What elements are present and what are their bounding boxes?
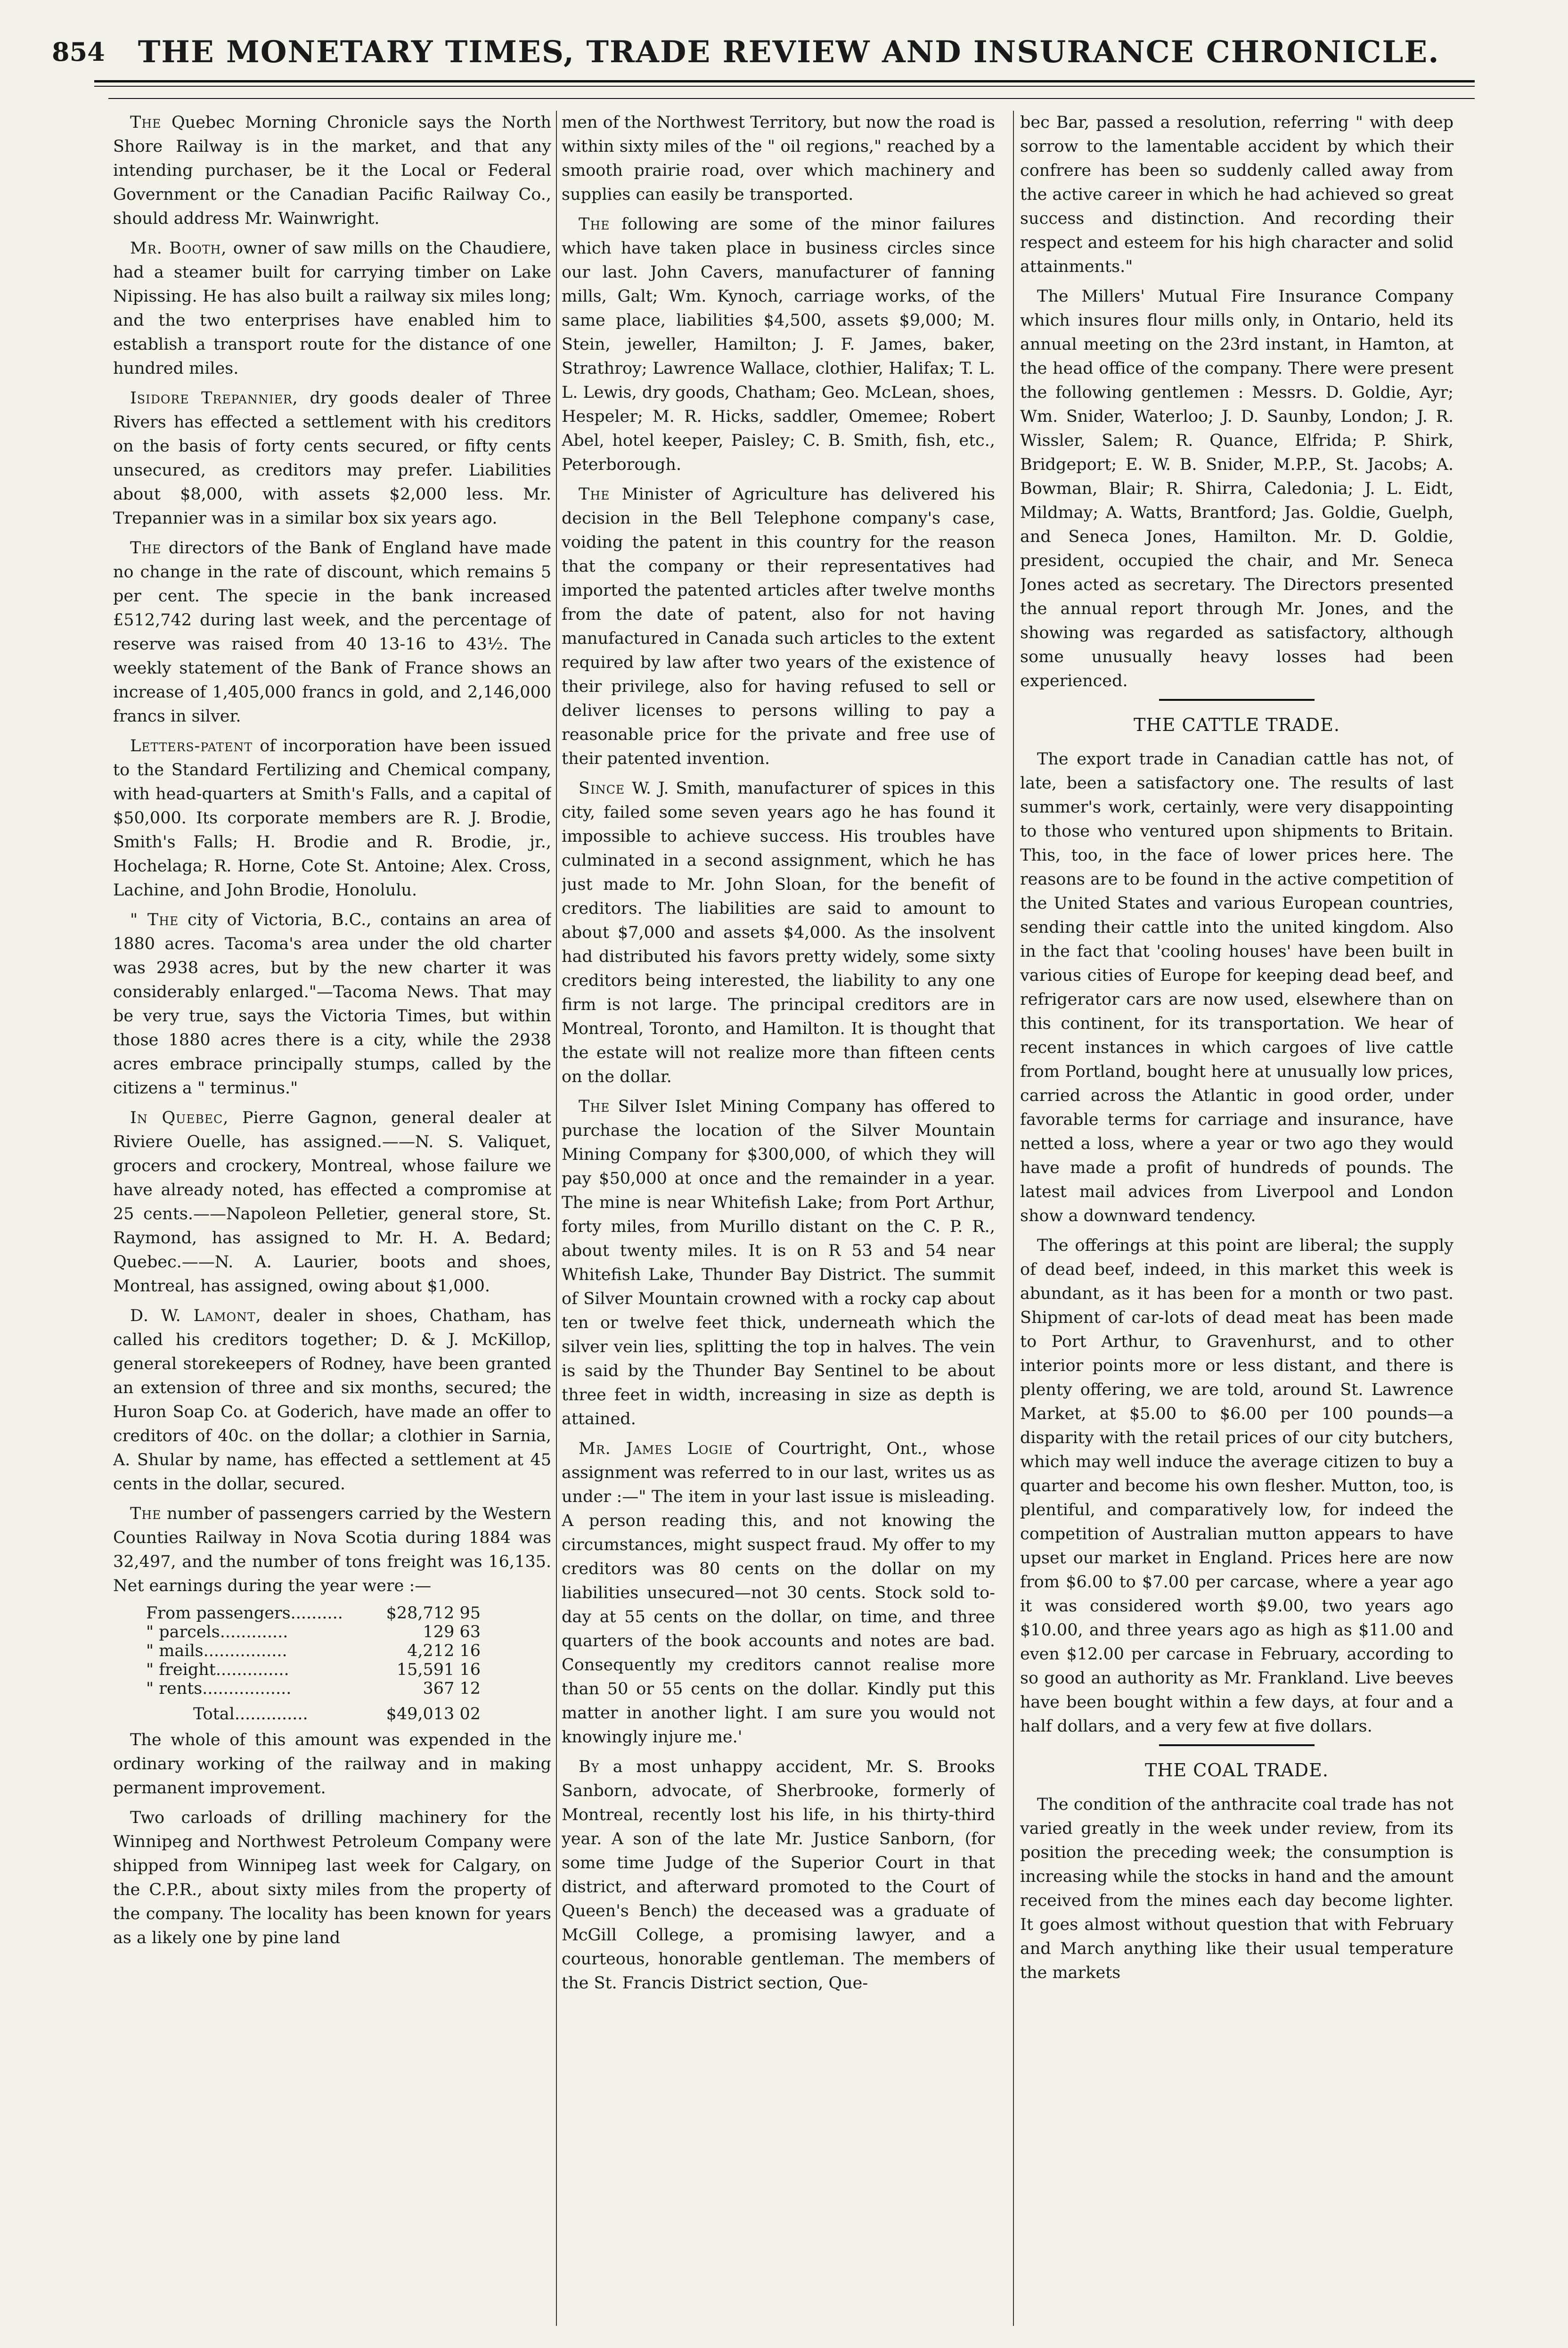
header-rule [94, 80, 1475, 82]
earnings-total-value: $49,013 02 [386, 1705, 481, 1724]
paragraph-text: of incorporation have been issued to the Standard Fertilizing and Chemical company, with head-quarters at Smith's Falls, and a capital of $50,000. Its corporate members are R. J. Brodie, Smith's Falls; H. Brodie and R. Brodie, jr., Hochelaga; R. Horne, Cote St. Antoine; Alex. Cross, Lachine, and John Brodie, Honolulu. [113, 737, 551, 900]
paragraph-text: dry goods dealer of Three Rivers has effected a settlement with his creditors on the basis of forty cents secured, or fifty cents unsecured, as creditors may prefer. Liabilities about $8,000, with assets $2,000 less. Mr. Trepannier was in a similar box six years ago. [113, 389, 551, 528]
paragraph-lead: The [579, 215, 610, 234]
article-paragraph [113, 1106, 551, 1298]
article-paragraph [113, 386, 551, 531]
earnings-label: " mails................ [146, 1642, 287, 1660]
paragraph-lead: Isidore Trepannier, [130, 389, 298, 408]
column-rule [556, 111, 557, 2326]
paragraph-text: The whole of this amount was expended in the ordinary working of the railway and in making permanent improvement. [113, 1731, 551, 1798]
column-2 [562, 111, 995, 2326]
article-paragraph [562, 1755, 995, 1995]
article-paragraph [113, 1304, 551, 1496]
paragraph-text: of Courtright, Ont., whose assignment was referred to in our last, writes us as under :—" The item in your last issue is misleading. A person reading this, and not knowing the circumstances, might suspect fraud. My offer to my creditors was 80 cents on the dollar on my liabilities unsecured—not 30 cents. Stock sold to-day at 55 cents on the dollar, on time, and three quarters of the book accounts and notes are bad. Consequently my creditors cannot realise more than 50 or 55 cents on the dollar. Kindly put this matter in another light. I am sure you would not knowingly injure me.' [562, 1439, 995, 1747]
article-paragraph [1020, 285, 1454, 693]
column-rule [1013, 111, 1014, 2326]
paragraph-text: owner of saw mills on the Chaudiere, had a steamer built for carrying timber on Lake Nipissing. He has also built a railway six miles long; and the two enterprises have enabled him to establish a transport route for the distance of one hundred miles. [113, 239, 551, 378]
paragraph-text: Minister of Agriculture has delivered his decision in the Bell Telephone company's case, voiding the patent in this country for the reason that the company or their representatives had imported the patented articles after twelve months from the date of patent, also for not having manufactured in Canada such articles to the extent required by law after two years of the existence of their privilege, also for having refused to sell or deliver licenses to persons willing to pay a reasonable price for the private and free use of their patented invention. [562, 485, 995, 768]
paragraph-text: W. J. Smith, manufacturer of spices in this city, failed some seven years ago he has found it impossible to achieve success. His troubles have culminated in a second assignment, which he has just made to Mr. John Sloan, for the benefit of creditors. The liabilities are said to amount to about $7,000 and assets $4,000. As the insolvent had distributed his favors pretty widely, some sixty creditors being interested, the liability to any one firm is not large. The principal creditors are in Montreal, Toronto, and Hamilton. It is thought that the estate will not realize more than fifteen cents on the dollar. [562, 779, 995, 1086]
paragraph-lead: In Quebec, [130, 1108, 229, 1127]
article-paragraph [562, 483, 995, 771]
paragraph-text: The offerings at this point are liberal; the supply of dead beef, indeed, in this market this week is abundant, as it has been for a month or two past. Shipment of car-lots of dead meat has been made to Port Arthur, to Gravenhurst, and to other interior points more or less distant, and there is plenty offering, we are told, around St. Lawrence Market, at $5.00 to $6.00 per 100 pounds—a disparity with the retail prices of our city butchers, which may well induce the average citizen to buy a quarter and become his own flesher. Mutton, too, is plentiful, and comparatively low, for indeed the competition of Australian mutton appears to have upset our market in England. Prices here are now from $6.00 to $7.00 per carcase, where a year ago it was considered worth $9.00, two years ago $10.00, and three years ago as high as $11.00 and even $12.00 per carcase in February, according to so good an authority as Mr. Frankland. Live beeves have been bought within a few days, at four and a half dollars, and a very few at five dollars. [1020, 1236, 1454, 1736]
paragraph-text: men of the Northwest Territory, but now the road is within sixty miles of the " oil regions," reached by a smooth prairie road, over which machinery and supplies can easily be transported. [562, 113, 995, 204]
masthead [52, 33, 1475, 71]
article-paragraph [113, 111, 551, 231]
paragraph-lead: Since [579, 779, 625, 798]
paragraph-text: dealer in shoes, Chatham, has called his creditors together; D. & J. McKillop, general storekeepers of Rodney, have been granted an extension of three and six months, secured; the Huron Soap Co. at Goderich, have made an offer to creditors of 40c. on the dollar; a clothier in Sarnia, A. Shular by name, has effected a settlement at 45 cents in the dollar, secured. [113, 1306, 551, 1494]
paragraph-lead: The [579, 485, 610, 504]
earnings-value: 15,591 16 [396, 1660, 481, 1679]
column-3 [1020, 111, 1454, 2326]
article-paragraph [113, 237, 551, 381]
paragraph-text: bec Bar, passed a resolution, referring " with deep sorrow to the lamentable accident by which their confrere has been so suddenly called away from the active career in which he had achieved so great success and distinction. And recording their respect and esteem for his high character and solid attainments." [1020, 113, 1454, 276]
paragraph-lead: The [579, 1097, 610, 1116]
earnings-row [113, 1660, 551, 1679]
paragraph-lead: The [130, 539, 162, 558]
earnings-row [113, 1642, 551, 1660]
article-paragraph [113, 1502, 551, 1598]
earnings-label: " parcels............. [146, 1623, 288, 1642]
article-paragraph [562, 1437, 995, 1749]
paragraph-text: directors of the Bank of England have made no change in the rate of discount, which remains 5 per cent. The specie in the bank increased £512,742 during last week, and the percentage of reserve was raised from 40 13-16 to 43½. The weekly statement of the Bank of France shows an increase of 1,405,000 francs in gold, and 2,146,000 francs in silver. [113, 539, 551, 726]
paragraph-text: number of passengers carried by the Western Counties Railway in Nova Scotia during 1884 was 32,497, and the number of tons freight was 16,135. Net earnings during the year were :— [113, 1504, 551, 1595]
paragraph-text: Silver Islet Mining Company has offered to purchase the location of the Silver Mountain Mining Company for $300,000, of which they will pay $50,000 at once and the remainder in a year. The mine is near Whitefish Lake; from Port Arthur, forty miles, from Murillo distant on the C. P. R., about twenty miles. It is on R 53 and 54 near Whitefish Lake, Thunder Bay District. The summit of Silver Mountain crowned with a rocky cap about ten or twelve feet thick, underneath which the silver vein lies, splitting the top in halves. The vein is said by the Thunder Bay Sentinel to be about three feet in width, increasing in size as depth is attained. [562, 1097, 995, 1429]
earnings-total-label: Total.............. [193, 1705, 308, 1724]
paragraph-lead: By [579, 1757, 600, 1776]
earnings-value: 129 63 [423, 1623, 481, 1642]
paragraph-text: Quebec Morning Chronicle says the North Shore Railway is in the market, and that any intending purchaser, be it the Local or Federal Government or the Canadian Pacific Railway Co., should address Mr. Wainwright. [113, 113, 551, 228]
article-paragraph [113, 908, 551, 1100]
earnings-row [113, 1623, 551, 1642]
earnings-value: 367 12 [423, 1679, 481, 1698]
paragraph-lead: Letters-patent [130, 737, 253, 755]
paragraph-lead: " The [130, 911, 179, 929]
paragraph-lead: Mr. Booth, [130, 239, 227, 258]
earnings-row [113, 1604, 551, 1623]
paragraph-text: The Millers' Mutual Fire Insurance Company which insures flour mills only, in Ontario, held its annual meeting on the 23rd instant, in Hamton, at the head office of the company. There were present the following gentlemen : Messrs. D. Goldie, Ayr; Wm. Snider, Waterloo; J. D. Saunby, London; J. R. Wissler, Salem; R. Quance, Elfrida; P. Shirk, Bridgeport; E. W. B. Snider, M.P.P., St. Jacobs; A. Bowman, Blair; R. Shirra, Caledonia; J. L. Eidt, Mildmay; A. Watts, Brantford; Jas. Goldie, Guelph, and Seneca Jones, Hamilton. Mr. D. Goldie, president, occupied the chair, and Mr. Seneca Jones acted as secretary. The Directors presented the annual report through Mr. Jones, and the showing was regarded as satisfactory, although some unusually heavy losses had been experienced. [1020, 287, 1454, 690]
article-paragraph [562, 1095, 995, 1431]
paragraph-text: The export trade in Canadian cattle has not, of late, been a satisfactory one. The results of last summer's work, certainly, were very disappointing to those who ventured upon shipments to Britain. This, too, in the face of lower prices here. The reasons are to be found in the active competition of the United States and various European countries, sending their cattle into the united kingdom. Also in the fact that 'cooling houses' have been built in various cities of Europe for keeping dead beef, and refrigerator cars are now used, elsewhere than on this continent, for its transportation. We hear of recent instances in which cargoes of live cattle from Portland, bought here at unusually low prices, carried across the Atlantic in good order, under favorable terms for carriage and insurance, have netted a loss, where a year or two ago they would have made a profit of hundreds of pounds. The latest mail advices from Liverpool and London show a downward tendency. [1020, 750, 1454, 1225]
article-paragraph [1020, 747, 1454, 1228]
header-rule [94, 86, 1475, 87]
article-paragraph [562, 111, 995, 207]
article-paragraph [1020, 111, 1454, 279]
paragraph-text: The condition of the anthracite coal trade has not varied greatly in the week under review, from its position the preceding week; the consumption is increasing while the stocks in hand and the amount received from the mines each day become lighter. It goes almost without question that with February and March anything like their usual temperature the markets [1020, 1795, 1454, 1982]
earnings-total-row [113, 1705, 551, 1724]
earnings-row [113, 1679, 551, 1698]
paragraph-lead: Mr. James Logie [579, 1439, 733, 1458]
article-paragraph [113, 1728, 551, 1800]
article-paragraph [113, 1806, 551, 1950]
journal-title: THE MONETARY TIMES, TRADE REVIEW AND INSURANCE CHRONICLE. [138, 34, 1440, 70]
earnings-label: " rents................. [146, 1679, 292, 1698]
article-paragraph [1020, 1793, 1454, 1985]
article-paragraph [562, 777, 995, 1089]
article-paragraph [1020, 1234, 1454, 1739]
cattle-trade-heading: THE CATTLE TRADE. [1134, 714, 1340, 735]
earnings-label: " freight.............. [146, 1660, 289, 1679]
coal-trade-heading: THE COAL TRADE. [1145, 1760, 1329, 1781]
paragraph-lead: The [130, 1504, 162, 1523]
earnings-table [113, 1604, 551, 1724]
paragraph-lead: The [130, 113, 162, 132]
section-divider [1159, 1744, 1315, 1746]
paragraph-text: following are some of the minor failures which have taken place in business circles since our last. John Cavers, manufacturer of fanning mills, Galt; Wm. Kynoch, carriage works, of the same place, liabilities $4,500, assets $9,000; M. Stein, jeweller, Hamilton; J. F. James, baker, Strathroy; Lawrence Wallace, clothier, Halifax; T. L. L. Lewis, dry goods, Chatham; Geo. McLean, shoes, Hespeler; M. R. Hicks, saddler, Omemee; Robert Abel, hotel keeper, Paisley; C. B. Smith, fish, etc., Peterborough. [562, 215, 995, 474]
paragraph-text: city of Victoria, B.C., contains an area of 1880 acres. Tacoma's area under the old charter was 2938 acres, but by the new charter it was considerably enlarged."—Tacoma News. That may be very true, says the Victoria Times, but within those 1880 acres there is a city, while the 2938 acres embrace principally stumps, called by the citizens a " terminus." [113, 911, 551, 1098]
header-rule [108, 98, 1475, 99]
article-paragraph [113, 536, 551, 729]
article-paragraph [562, 213, 995, 477]
paragraph-text: Two carloads of drilling machinery for the Winnipeg and Northwest Petroleum Company were shipped from Winnipeg last week for Calgary, on the C.P.R., about sixty miles from the property of the company. The locality has been known for years as a likely one by pine land [113, 1808, 551, 1947]
paragraph-lead: D. W. Lamont, [130, 1306, 261, 1325]
column-1 [113, 111, 551, 2326]
paragraph-text: a most unhappy accident, Mr. S. Brooks Sanborn, advocate, of Sherbrooke, formerly of Montreal, recently lost his life, in his thirty-third year. A son of the late Mr. Justice Sanborn, (for some time Judge of the Superior Court in that district, and afterward promoted to the Court of Queen's Bench) the deceased was a graduate of McGill College, a promising lawyer, and a courteous, honorable gentleman. The members of the St. Francis District section, Que- [562, 1757, 995, 1993]
section-divider [1159, 699, 1315, 701]
paragraph-text: Pierre Gagnon, general dealer at Riviere Ouelle, has assigned.——N. S. Valiquet, grocers and crockery, Montreal, whose failure we have already noted, has effected a compromise at 25 cents.——Napoleon Pelletier, general store, St. Raymond, has assigned to Mr. H. A. Bedard; Quebec.——N. A. Laurier, boots and shoes, Montreal, has assigned, owing about $1,000. [113, 1108, 551, 1296]
earnings-value: 4,212 16 [407, 1642, 481, 1660]
earnings-label: From passengers.......... [146, 1604, 343, 1623]
earnings-value: $28,712 95 [386, 1604, 481, 1623]
article-paragraph [113, 734, 551, 903]
page-number: 854 [52, 37, 105, 67]
